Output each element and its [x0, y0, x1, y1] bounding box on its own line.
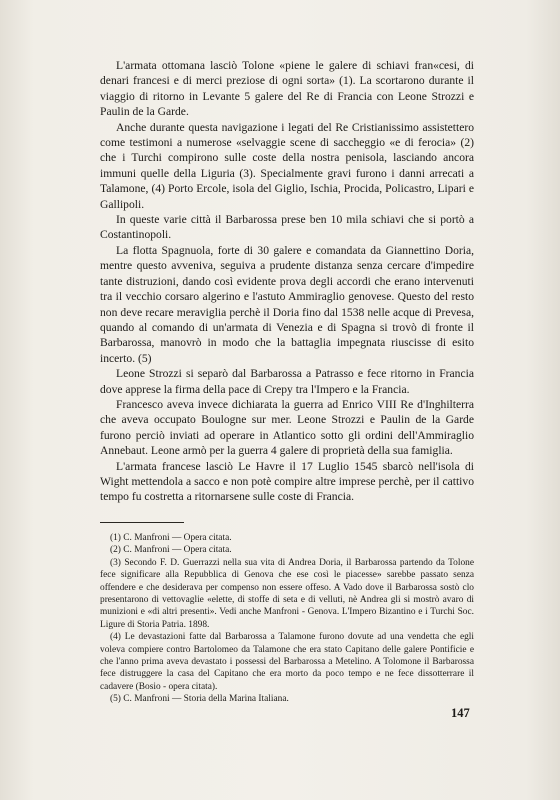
paragraph: L'armata ottomana lasciò Tolone «piene le galere di schiavi fran«cesi, di denari francesi e di merci preziose di ogni sorta» (1). La scortarono durante il viaggio di ritorno in Levante 5 galere del Re di Francia con Leone Strozzi e Paulin de la Garde.	[100, 59, 474, 119]
footnote: (3) Secondo F. D. Guerrazzi nella sua vita di Andrea Doria, il Barbarossa partendo da Tolone fece significare alla Repubblica di Genova che ese così le piacesse» sarebbe passato senza offendere e che desiderava per compenso non essere offeso. A Vado dove il Barbarossa sostò clo presentarono di vettovaglie «elette, di stoffe di seta e di velluti, nè Andrea gli si mostrò avaro di munizioni e «di altri presenti». Vedi anche Manfroni - Genova. L'Impero Bizantino e i Turchi Soc. Ligure di Storia Patria. 1898.	[100, 557, 474, 630]
paragraph: Leone Strozzi si separò dal Barbarossa a Patrasso e fece ritorno in Francia dove apprese la firma della pace di Crepy tra l'Impero e la Francia.	[100, 367, 474, 396]
paragraph: Anche durante questa navigazione i legati del Re Cristianissimo assistettero come testimoni a numerose «selvaggie scene di saccheggio «e di ferocia» (2) che i Turchi compirono sulle coste della nostra penisola, lasciando ancora immuni quelle della Liguria (3). Specialmente gravi furono i danni arrecati a Talamone, (4) Porto Ercole, isola del Giglio, Ischia, Procida, Policastro, Lipari e Gallipoli.	[100, 120, 474, 211]
page-number: 147	[451, 706, 470, 720]
footnote: (4) Le devastazioni fatte dal Barbarossa a Talamone furono dovute ad una vendetta che egli voleva compiere contro Bartolomeo da Talamone che era stato Capitano delle galere Pontificie e che l'anno prima aveva devastato i possessi del Barbarossa a Metelino. A Tolomone il Barbarossa fece distruggere la casa del Capitano che era morto da poco tempo e ne fece dissotterrare il cadavere (Bosio - opera citata).	[100, 632, 474, 692]
footnote: (5) C. Manfroni — Storia della Marina Italiana.	[110, 694, 289, 705]
footnote: (1) C. Manfroni — Opera citata.	[110, 533, 232, 543]
paragraph: Francesco aveva invece dichiarata la guerra ad Enrico VIII Re d'Inghilterra che aveva occupato Boulogne sur mer. Leone Strozzi e Paulin de la Garde furono perciò inviati ad operare in Atlantico sotto gli ordini dell'Ammiraglio Annebaut. Leone armò per la guerra 4 galere di proprietà della sua famiglia.	[100, 397, 474, 458]
footnotes	[100, 532, 474, 706]
footnote: (2) C. Manfroni — Opera citata.	[110, 545, 232, 556]
paragraph: In queste varie città il Barbarossa prese ben 10 mila schiavi che si portò a Costantinopoli.	[100, 213, 474, 242]
paragraph: La flotta Spagnuola, forte di 30 galere e comandata da Giannettino Doria, mentre questo avveniva, seguiva a prudente distanza senza cercare d'impedire tante distruzioni, dando così evidente prova degli accordi che erano intervenuti tra il vecchio corsaro algerino e l'astuto Ammiraglio genovese. Questo del resto non deve recare meraviglia perchè il Doria fino dal 1538 nelle acque di Prevesa, quando al comando di un'armata di Venezia e di Spagna si trovò di fronte il Barbarossa, manovrò in modo che la battaglia impegnata riuscisse di esito incerto. (5)	[100, 243, 474, 365]
main-text	[100, 58, 474, 505]
paragraph: L'armata francese lasciò Le Havre il 17 Luglio 1545 sbarcò nell'isola di Wight mettendola a sacco e non potè compire altre imprese perchè, per il cattivo tempo fu costretta a ritornarsene sulle coste di Francia.	[100, 459, 474, 504]
footnote-divider	[100, 522, 184, 523]
